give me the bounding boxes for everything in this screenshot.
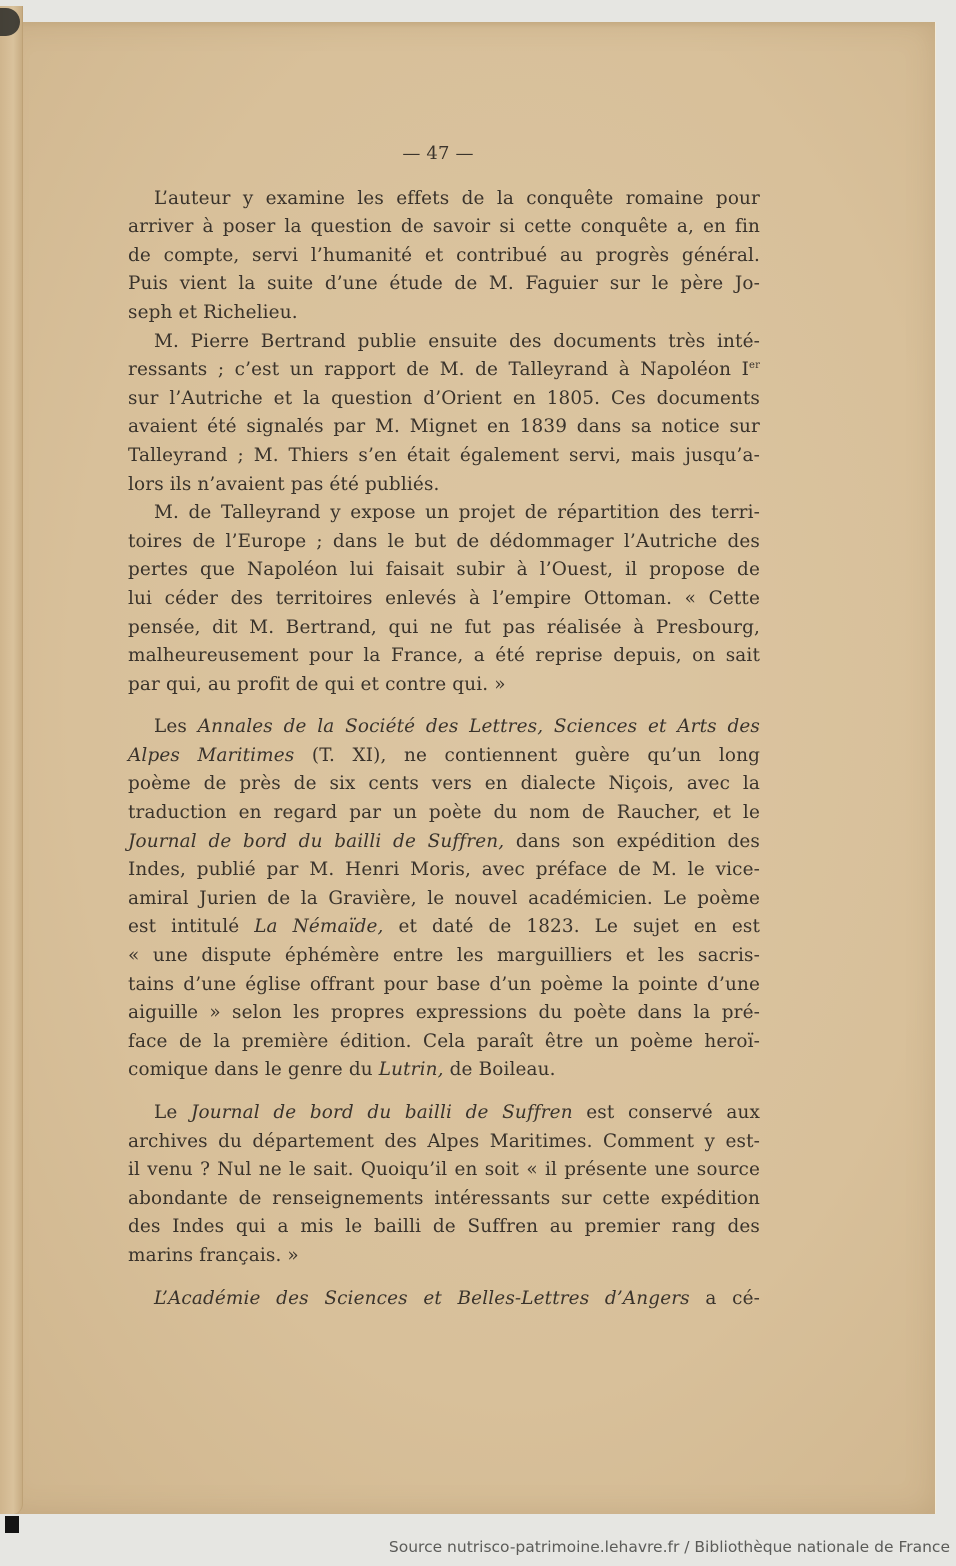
text-run: pertes que Napoléon lui faisait subir à l’Ouest, il propose de (128, 559, 760, 581)
text-line (128, 999, 760, 1028)
paragraph (128, 1099, 760, 1271)
text-run: il venu ? Nul ne le sait. Quoiqu’il en soit « il présente une source (128, 1159, 760, 1181)
text-run: face de la première édition. Cela paraît être un poème heroï- (128, 1030, 760, 1052)
text-line (128, 556, 760, 585)
text-line (128, 971, 760, 1000)
text-line (128, 1056, 760, 1085)
text-run: et daté de 1823. Le sujet en est (383, 916, 760, 938)
text-line (128, 499, 760, 528)
text-run: de Boileau. (443, 1059, 556, 1081)
text-line (128, 942, 760, 971)
text-run: toires de l’Europe ; dans le but de dédommager l’Autriche des (128, 530, 760, 552)
text-run: traduction en regard par un poète du nom de Raucher, et le (128, 802, 760, 824)
text-line (128, 299, 760, 328)
text-run: poème de près de six cents vers en dialecte Niçois, avec la (128, 773, 760, 795)
text-run: avaient été signalés par M. Mignet en 1839 dans sa notice sur (128, 416, 760, 438)
italic-title-run: Lutrin, (378, 1059, 444, 1081)
text-run: M. Pierre Bertrand publie ensuite des documents très inté- (154, 330, 760, 352)
text-run: malheureusement pour la France, a été reprise depuis, on sait (128, 645, 760, 667)
text-line (128, 242, 760, 271)
text-run: seph et Richelieu. (128, 301, 298, 323)
text-run: lui céder des territoires enlevés à l’empire Ottoman. « Cette (128, 587, 760, 609)
text-line (128, 671, 760, 700)
text-run: par qui, au profit de qui et contre qui. » (128, 673, 506, 695)
text-run: Indes, publié par M. Henri Moris, avec préface de M. le vice- (128, 859, 760, 881)
text-run: archives du département des Alpes Maritimes. Comment y est- (128, 1130, 760, 1152)
text-run: « une dispute éphémère entre les marguilliers et les sacris- (128, 945, 760, 967)
text-line (128, 799, 760, 828)
text-run: Puis vient la suite d’une étude de M. Faguier sur le père Jo- (128, 273, 760, 295)
paragraph (128, 499, 760, 699)
text-line (128, 1128, 760, 1157)
text-line (128, 413, 760, 442)
text-line (128, 471, 760, 500)
text-line (128, 828, 760, 857)
text-line (128, 856, 760, 885)
text-line (128, 1242, 760, 1271)
text-line (128, 1213, 760, 1242)
text-line (128, 270, 760, 299)
text-line (128, 913, 760, 942)
text-run: L’auteur y examine les effets de la conquête romaine pour (154, 187, 760, 209)
text-run: Le (154, 1102, 191, 1123)
text-run: comique dans le genre du (128, 1059, 379, 1081)
text-line (128, 185, 760, 214)
paragraph (128, 328, 760, 500)
text-run: aiguille » selon les propres expressions du poète dans la pré- (128, 1002, 760, 1024)
text-line (128, 642, 760, 671)
italic-title-run: Journal de bord du bailli de Suffren (190, 1102, 573, 1123)
paragraph (128, 185, 760, 328)
text-run: dans son expédition des (504, 830, 760, 852)
text-run: est conservé aux (572, 1102, 760, 1123)
text-line (128, 328, 760, 357)
italic-title-run: La Némaïde, (254, 916, 384, 938)
italic-title-run: L’Académie des Sciences et Belles-Lettres d’Angers (154, 1287, 690, 1309)
text-line (128, 742, 760, 771)
text-run: M. de Talleyrand y expose un projet de répartition des terri- (154, 502, 760, 524)
paragraph (128, 1285, 760, 1314)
italic-title-run: Annales de la Société des Lettres, Sciences et Arts des (197, 716, 760, 738)
text-run: a cé- (689, 1287, 760, 1309)
source-credit: Source nutrisco-patrimoine.lehavre.fr / Bibliothèque nationale de France (388, 1538, 950, 1556)
text-line (128, 356, 760, 385)
text-line (128, 713, 760, 742)
text-line (128, 385, 760, 414)
binding-clip-bottom (5, 1516, 19, 1533)
text-run: abondante de renseignements intéressants sur cette expédition (128, 1187, 760, 1209)
text-run: est intitulé (128, 916, 255, 938)
italic-title-run: Journal de bord du bailli de Suffren, (128, 830, 505, 852)
text-line (128, 1185, 760, 1214)
text-line (128, 585, 760, 614)
text-run: amiral Jurien de la Gravière, le nouvel académicien. Le poème (128, 887, 760, 909)
book-binding-edge (0, 6, 23, 1514)
text-line (128, 213, 760, 242)
text-line (128, 1285, 760, 1314)
text-line (128, 442, 760, 471)
text-run: des Indes qui a mis le bailli de Suffren au premier rang des (128, 1216, 760, 1238)
italic-title-run: Alpes Maritimes (128, 744, 295, 766)
text-run: sur l’Autriche et la question d’Orient en 1805. Ces documents (128, 387, 760, 409)
text-run: de compte, servi l’humanité et contribué au progrès général. (128, 244, 760, 266)
text-line (128, 1099, 760, 1128)
text-run: pensée, dit M. Bertrand, qui ne fut pas réalisée à Presbourg, (128, 616, 760, 638)
text-line (128, 614, 760, 643)
superscript: er (749, 360, 760, 372)
page-number: — 47 — (402, 143, 474, 164)
text-line (128, 1156, 760, 1185)
paragraphs-container (128, 185, 760, 1314)
text-run: tains d’une église offrant pour base d’un poème la pointe d’une (128, 973, 760, 995)
text-run: marins français. » (128, 1244, 299, 1266)
text-line (128, 528, 760, 557)
text-line (128, 885, 760, 914)
text-line (128, 1028, 760, 1057)
text-run: Les (154, 716, 198, 738)
paragraph (128, 713, 760, 1085)
text-run: (T. XI), ne contiennent guère qu’un long (294, 744, 760, 766)
text-line (128, 770, 760, 799)
page-top-edge (20, 22, 935, 28)
text-run: lors ils n’avaient pas été publiés. (128, 473, 440, 495)
text-run: ressants ; c’est un rapport de M. de Talleyrand à Napoléon I (128, 359, 749, 381)
page-text-block (128, 140, 760, 1313)
text-run: arriver à poser la question de savoir si cette conquête a, en fin (128, 216, 760, 238)
text-run: Talleyrand ; M. Thiers s’en était également servi, mais jusqu’a- (128, 444, 760, 466)
